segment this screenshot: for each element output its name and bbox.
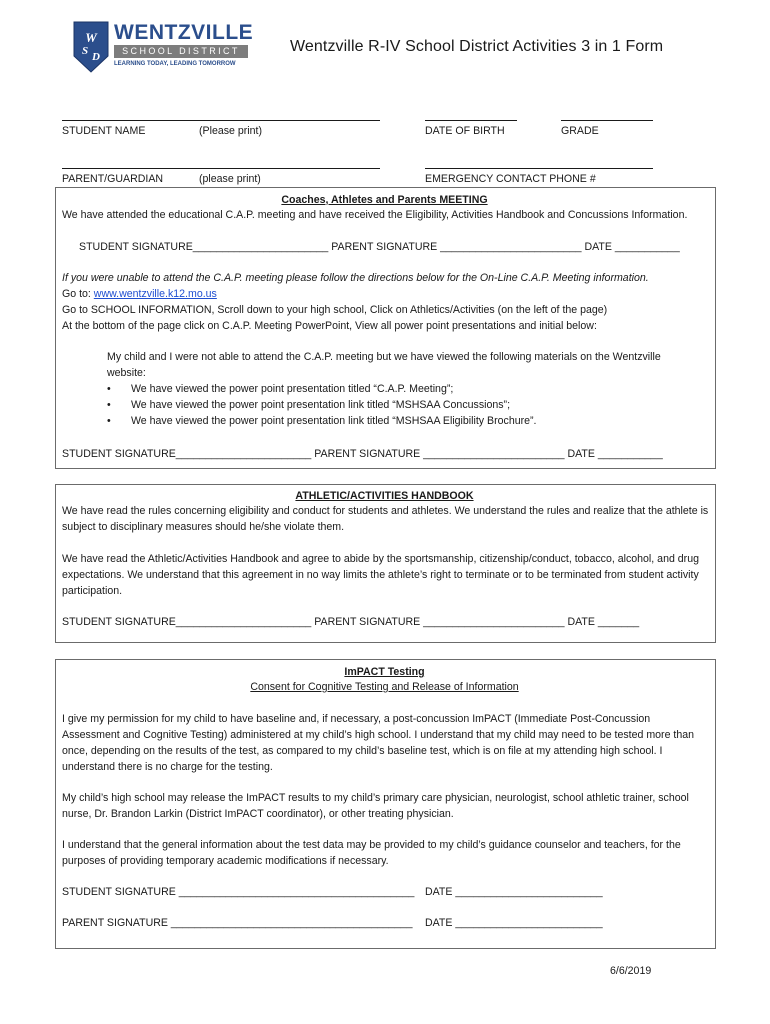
student-name-line[interactable] xyxy=(62,120,380,121)
svg-text:S: S xyxy=(81,45,89,57)
impact-student-signature[interactable]: STUDENT SIGNATURE ________________________________________ xyxy=(62,886,415,898)
cap-signature-line-1[interactable]: STUDENT SIGNATURE_______________________ PARENT SIGNATURE ________________________ DATE ___________ xyxy=(79,241,680,253)
impact-para-3: I understand that the general information about the test data may be provided to my child’s guidance counselor and teachers, for the purposes of providing temporary academic modifications if necessary. xyxy=(62,839,681,867)
emergency-phone-line[interactable] xyxy=(425,168,653,169)
cap-not-attend: My child and I were not able to attend the C.A.P. meeting but we have viewed the following materials on the Wentzville website: xyxy=(107,351,661,379)
cap-bullet-list xyxy=(107,381,707,429)
dob-line[interactable] xyxy=(425,120,517,121)
cap-intro: We have attended the educational C.A.P. meeting and have received the Eligibility, Activities Handbook and Concussions Information. xyxy=(62,209,688,221)
handbook-para-2: We have read the Athletic/Activities Handbook and agree to abide by the sportsmanship, citizenship/conduct, tobacco, alcohol, and drug expectations. We understand that this agreement in no way limits the athlete’s right to terminate or to be terminated from student activity participation. xyxy=(62,553,699,597)
svg-text:D: D xyxy=(92,51,100,63)
impact-parent-signature[interactable]: PARENT SIGNATURE _________________________________________ xyxy=(62,917,413,929)
cap-signature-line-2[interactable]: STUDENT SIGNATURE_______________________ PARENT SIGNATURE ________________________ DATE ___________ xyxy=(62,448,663,460)
shield-icon xyxy=(72,20,110,74)
handbook-heading: ATHLETIC/ACTIVITIES HANDBOOK xyxy=(295,490,474,502)
cap-italic-note: If you were unable to attend the C.A.P. meeting please follow the directions below for the On-Line C.A.P. Meeting information. xyxy=(62,272,649,284)
svg-text:W: W xyxy=(85,30,97,45)
list-item: • We have viewed the power point presentation link titled “MSHSAA Concussions”; xyxy=(107,397,707,413)
impact-heading: ImPACT Testing xyxy=(344,666,425,678)
emergency-phone-label: EMERGENCY CONTACT PHONE # xyxy=(425,173,596,185)
handbook-signature-line[interactable]: STUDENT SIGNATURE_______________________ PARENT SIGNATURE ________________________ DATE _______ xyxy=(62,616,640,628)
parent-guardian-label: PARENT/GUARDIAN xyxy=(62,173,164,185)
page-title: Wentzville R-IV School District Activities 3 in 1 Form xyxy=(290,38,664,55)
footer-date: 6/6/2019 xyxy=(610,965,652,977)
district-website-link[interactable]: www.wentzville.k12.mo.us xyxy=(93,288,217,300)
cap-go-to xyxy=(62,286,217,302)
cap-directions-2: At the bottom of the page click on C.A.P. Meeting PowerPoint, View all power point presentations and initial below: xyxy=(62,320,597,332)
impact-student-date[interactable]: DATE _________________________ xyxy=(425,886,603,898)
grade-line[interactable] xyxy=(561,120,653,121)
parent-name-line[interactable] xyxy=(62,168,380,169)
logo-name: WENTZVILLE xyxy=(114,21,254,44)
logo-district: SCHOOL DISTRICT xyxy=(122,46,240,56)
district-logo xyxy=(72,20,262,76)
list-item: • We have viewed the power point presentation titled “C.A.P. Meeting”; xyxy=(107,381,707,397)
impact-subheading: Consent for Cognitive Testing and Release of Information xyxy=(250,681,519,693)
please-print-label: (Please print) xyxy=(199,125,262,137)
handbook-para-1: We have read the rules concerning eligibility and conduct for students and athletes. We understand the rules and realize that the athlete is subject to disciplinary measures should he/she violate them. xyxy=(62,505,709,533)
impact-parent-date[interactable]: DATE _________________________ xyxy=(425,917,603,929)
go-to-label: Go to: xyxy=(62,288,94,300)
list-item: • We have viewed the power point presentation link titled “MSHSAA Eligibility Brochure”. xyxy=(107,413,707,429)
cap-directions-1: Go to SCHOOL INFORMATION, Scroll down to your high school, Click on Athletics/Activities (on the left of the page) xyxy=(62,304,608,316)
grade-label: GRADE xyxy=(561,125,599,137)
logo-district-band xyxy=(114,45,248,58)
cap-heading: Coaches, Athletes and Parents MEETING xyxy=(281,194,488,206)
logo-tagline: LEARNING TODAY, LEADING TOMORROW xyxy=(114,61,236,67)
dob-label: DATE OF BIRTH xyxy=(425,125,505,137)
impact-para-1: I give my permission for my child to have baseline and, if necessary, a post-concussion ImPACT (Immediate Post-Concussion Assessment and Cognitive Testing) administered at my child’s high school. I understand that my child may need to be tested more than once, depending on the results of the test, as compared to my child’s baseline test, which is on file at my attending high school. I understand there is no charge for the testing. xyxy=(62,713,695,773)
student-name-label: STUDENT NAME xyxy=(62,125,146,137)
please-print-label-2: (please print) xyxy=(199,173,261,185)
impact-para-2: My child’s high school may release the ImPACT results to my child’s primary care physician, neurologist, school athletic trainer, school nurse, Dr. Brandon Larkin (District ImPACT coordinator), or other treating physician. xyxy=(62,792,689,820)
